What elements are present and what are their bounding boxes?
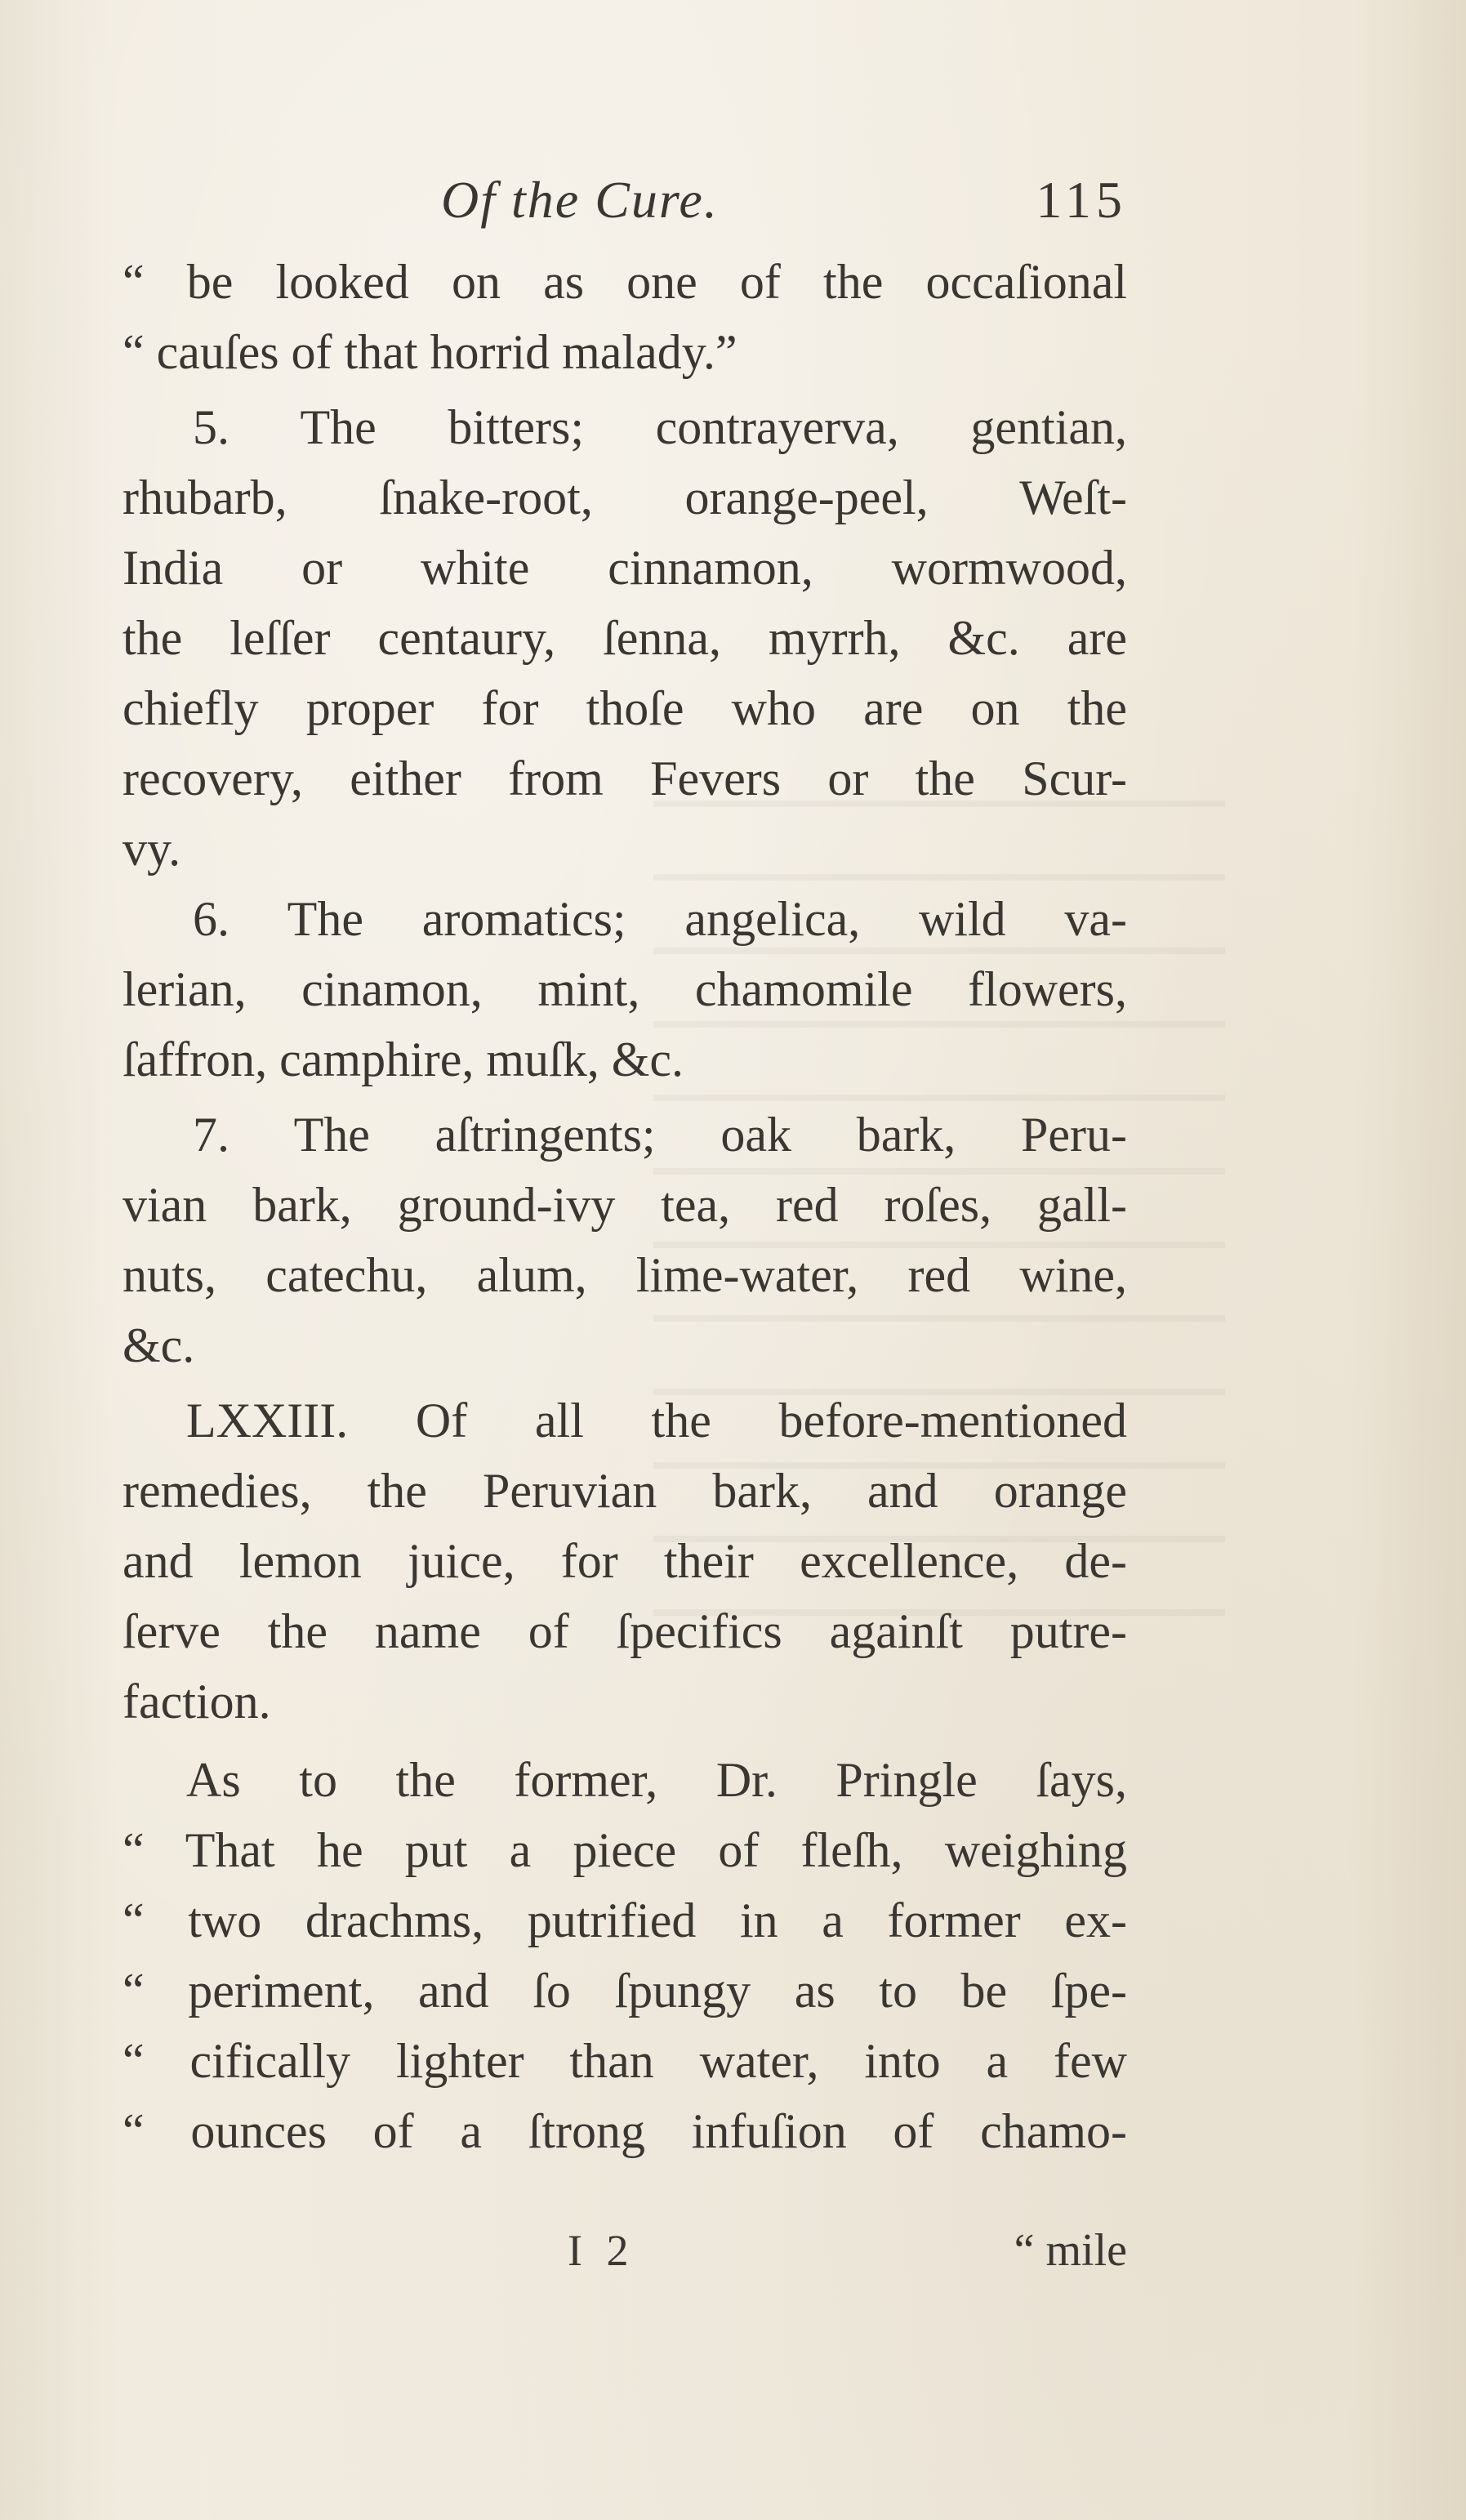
page-number: 115 xyxy=(1036,171,1127,229)
text-line: recovery, either from Fevers or the Scur- xyxy=(123,752,1127,805)
text-line: 5. The bitters; contrayerva, gentian, xyxy=(193,400,1127,454)
text-line: &c. xyxy=(123,1318,195,1372)
text-line: remedies, the Peruvian bark, and orange xyxy=(123,1464,1127,1518)
text-line: vy. xyxy=(123,822,181,876)
text-line: As to the former, Dr. Pringle ſays, xyxy=(186,1753,1127,1807)
text-line: lerian, cinamon, mint, chamomile flowers, xyxy=(123,962,1127,1016)
text-line: India or white cinnamon, wormwood, xyxy=(123,541,1127,595)
text-line: nuts, catechu, alum, lime-water, red wine, xyxy=(123,1248,1127,1302)
text-line: 7. The aſtringents; oak bark, Peru- xyxy=(193,1108,1127,1162)
signature-mark: I 2 xyxy=(568,2226,635,2275)
text-line: LXXIII. Of all the before-mentioned xyxy=(186,1394,1127,1447)
text-line: ſaffron, camphire, muſk, &c. xyxy=(123,1033,684,1086)
text-line: vian bark, ground-ivy tea, red roſes, gall- xyxy=(123,1178,1127,1232)
text-line: rhubarb, ſnake-root, orange-peel, Weſt- xyxy=(123,471,1127,524)
text-line: “ cauſes of that horrid malady.” xyxy=(123,325,737,379)
text-line: 6. The aromatics; angelica, wild va- xyxy=(193,892,1127,946)
text-line: “ periment, and ſo ſpungy as to be ſpe- xyxy=(123,1964,1127,2018)
text-line: and lemon juice, for their excellence, de- xyxy=(123,1534,1127,1588)
text-line: “ That he put a piece of fleſh, weighing xyxy=(123,1823,1127,1877)
body-text xyxy=(123,247,1127,2166)
text-line: the leſſer centaury, ſenna, myrrh, &c. are xyxy=(123,611,1127,665)
text-line: “ ounces of a ſtrong infuſion of chamo- xyxy=(123,2104,1127,2158)
text-line: “ cifically lighter than water, into a few xyxy=(123,2034,1127,2088)
text-line: “ be looked on as one of the occaſional xyxy=(123,255,1127,309)
text-line: faction. xyxy=(123,1675,271,1728)
text-line: ſerve the name of ſpecifics againſt putre- xyxy=(123,1604,1127,1658)
page-footer xyxy=(123,2214,1127,2287)
running-title: Of the Cure. xyxy=(441,171,719,229)
text-line: “ two drachms, putrified in a former ex- xyxy=(123,1893,1127,1947)
text-line: chiefly proper for thoſe who are on the xyxy=(123,681,1127,735)
catchword: “ mile xyxy=(1014,2225,1127,2276)
page-header xyxy=(123,163,1127,237)
